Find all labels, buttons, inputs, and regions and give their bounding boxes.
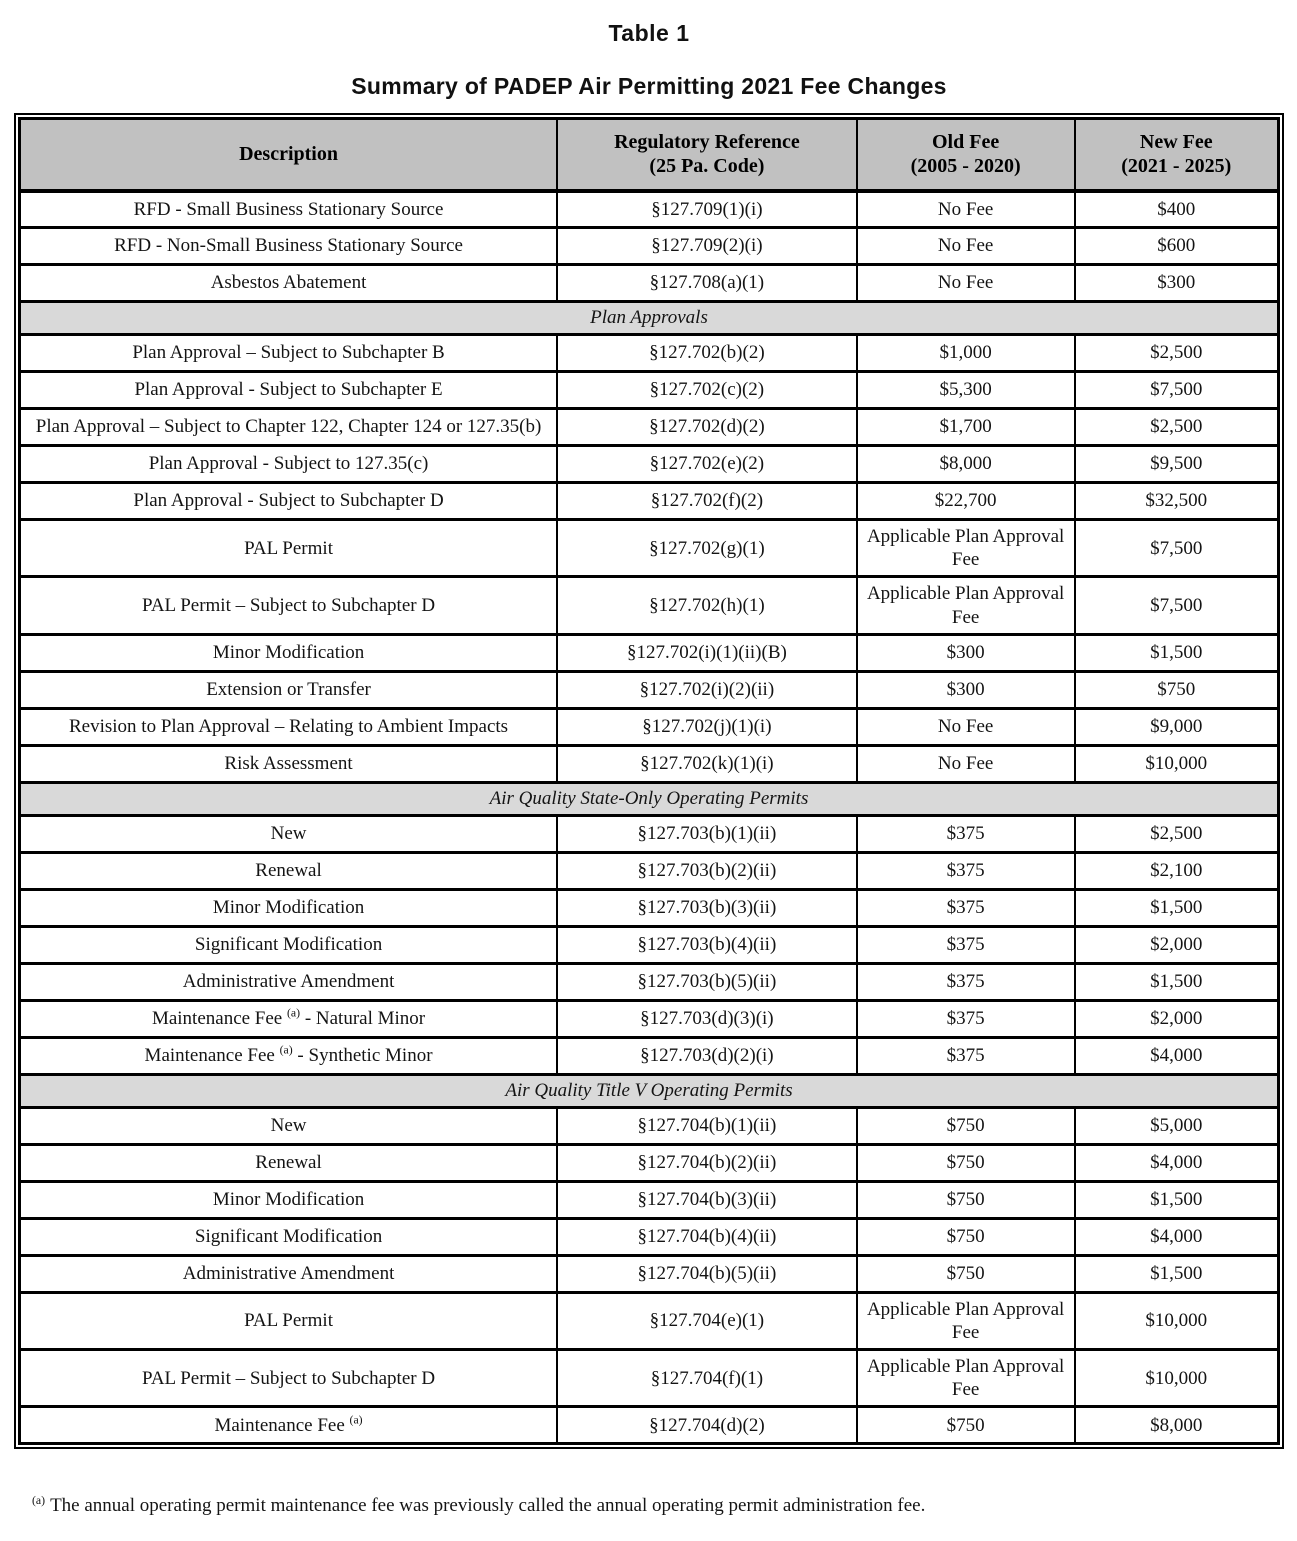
cell-new-fee: $2,500 [1075, 409, 1279, 446]
cell-new-fee: $750 [1075, 671, 1279, 708]
cell-new-fee: $2,000 [1075, 926, 1279, 963]
cell-new-fee: $4,000 [1075, 1218, 1279, 1255]
cell-old-fee: $750 [857, 1144, 1075, 1181]
header-line: New Fee [1139, 130, 1213, 153]
cell-regulatory-reference: §127.709(2)(i) [557, 228, 857, 265]
cell-old-fee: $375 [857, 889, 1075, 926]
cell-regulatory-reference: §127.704(b)(4)(ii) [557, 1218, 857, 1255]
table-row [20, 520, 1279, 577]
footnote [32, 1495, 1280, 1541]
cell-description: Plan Approval – Subject to Subchapter B [20, 335, 558, 372]
cell-old-fee: No Fee [857, 265, 1075, 302]
cell-description: PAL Permit – Subject to Subchapter D [20, 1350, 558, 1407]
table-subtitle: Summary of PADEP Air Permitting 2021 Fee Changes [351, 73, 947, 99]
cell-old-fee: No Fee [857, 708, 1075, 745]
cell-regulatory-reference: §127.709(1)(i) [557, 191, 857, 228]
cell-description: New [20, 1107, 558, 1144]
cell-old-fee: Applicable Plan Approval Fee [857, 1292, 1075, 1349]
cell-new-fee: $32,500 [1075, 483, 1279, 520]
cell-new-fee: $1,500 [1075, 889, 1279, 926]
header-line: (2005 - 2020) [910, 155, 1021, 178]
cell-new-fee: $2,500 [1075, 815, 1279, 852]
cell-regulatory-reference: §127.702(d)(2) [557, 409, 857, 446]
table-row [20, 483, 1279, 520]
cell-old-fee: $375 [857, 815, 1075, 852]
section-row [20, 302, 1279, 335]
cell-description: Plan Approval - Subject to 127.35(c) [20, 446, 558, 483]
cell-old-fee: $375 [857, 963, 1075, 1000]
cell-description: Plan Approval - Subject to Subchapter D [20, 483, 558, 520]
fee-table [18, 117, 1280, 1445]
cell-regulatory-reference: §127.708(a)(1) [557, 265, 857, 302]
column-header-new-fee [1075, 119, 1279, 191]
cell-description: PAL Permit [20, 1292, 558, 1349]
table-row [20, 577, 1279, 634]
section-label: Air Quality State-Only Operating Permits [20, 782, 1279, 815]
column-header-description: Description [20, 119, 558, 191]
section-label: Plan Approvals [20, 302, 1279, 335]
cell-regulatory-reference: §127.702(k)(1)(i) [557, 745, 857, 782]
cell-regulatory-reference: §127.704(d)(2) [557, 1407, 857, 1444]
cell-old-fee: $750 [857, 1107, 1075, 1144]
cell-regulatory-reference: §127.703(b)(3)(ii) [557, 889, 857, 926]
table-row [20, 1292, 1279, 1349]
cell-new-fee: $5,000 [1075, 1107, 1279, 1144]
table-row [20, 889, 1279, 926]
cell-description: Significant Modification [20, 1218, 558, 1255]
column-header-old-fee [857, 119, 1075, 191]
cell-description: PAL Permit [20, 520, 558, 577]
cell-old-fee: $375 [857, 852, 1075, 889]
cell-new-fee: $1,500 [1075, 963, 1279, 1000]
cell-description: PAL Permit – Subject to Subchapter D [20, 577, 558, 634]
table-row [20, 409, 1279, 446]
cell-description: Risk Assessment [20, 745, 558, 782]
cell-description: Asbestos Abatement [20, 265, 558, 302]
cell-old-fee: $375 [857, 1000, 1075, 1037]
cell-old-fee: $750 [857, 1218, 1075, 1255]
cell-new-fee: $10,000 [1075, 1292, 1279, 1349]
cell-regulatory-reference: §127.703(d)(2)(i) [557, 1037, 857, 1074]
cell-regulatory-reference: §127.703(b)(1)(ii) [557, 815, 857, 852]
cell-description: Renewal [20, 1144, 558, 1181]
cell-old-fee: $300 [857, 634, 1075, 671]
cell-regulatory-reference: §127.704(b)(5)(ii) [557, 1255, 857, 1292]
cell-description: Significant Modification [20, 926, 558, 963]
table-row [20, 1350, 1279, 1407]
cell-regulatory-reference: §127.702(i)(2)(ii) [557, 671, 857, 708]
cell-new-fee: $9,500 [1075, 446, 1279, 483]
cell-new-fee: $7,500 [1075, 520, 1279, 577]
table-row [20, 1037, 1279, 1074]
table-number-title: Table 1 [608, 20, 690, 46]
cell-regulatory-reference: §127.702(c)(2) [557, 372, 857, 409]
cell-old-fee: $1,000 [857, 335, 1075, 372]
table-row [20, 1144, 1279, 1181]
cell-description: Minor Modification [20, 889, 558, 926]
cell-old-fee: Applicable Plan Approval Fee [857, 1350, 1075, 1407]
cell-regulatory-reference: §127.704(b)(3)(ii) [557, 1181, 857, 1218]
cell-description: Administrative Amendment [20, 1255, 558, 1292]
cell-description: Minor Modification [20, 634, 558, 671]
cell-description: Minor Modification [20, 1181, 558, 1218]
cell-new-fee: $8,000 [1075, 1407, 1279, 1444]
footnote-ref: (a) [287, 1006, 301, 1020]
cell-old-fee: $375 [857, 1037, 1075, 1074]
table-row [20, 852, 1279, 889]
fee-table-header [20, 119, 1279, 191]
header-row [20, 119, 1279, 191]
cell-new-fee: $7,500 [1075, 577, 1279, 634]
table-row [20, 1181, 1279, 1218]
table-row [20, 745, 1279, 782]
cell-description: Extension or Transfer [20, 671, 558, 708]
footnote-ref: (a) [279, 1043, 293, 1057]
table-row [20, 265, 1279, 302]
table-row [20, 708, 1279, 745]
table-row [20, 963, 1279, 1000]
cell-description: Plan Approval - Subject to Subchapter E [20, 372, 558, 409]
cell-old-fee: Applicable Plan Approval Fee [857, 520, 1075, 577]
footnote-marker: (a) [32, 1494, 46, 1508]
cell-description: Maintenance Fee $^{(a)}$ [20, 1407, 558, 1444]
fee-table-body [20, 191, 1279, 1444]
section-row [20, 1074, 1279, 1107]
cell-old-fee: $8,000 [857, 446, 1075, 483]
cell-old-fee: $750 [857, 1181, 1075, 1218]
table-row [20, 191, 1279, 228]
cell-description: New [20, 815, 558, 852]
cell-new-fee: $2,100 [1075, 852, 1279, 889]
cell-description: RFD - Non-Small Business Stationary Source [20, 228, 558, 265]
cell-regulatory-reference: §127.704(b)(1)(ii) [557, 1107, 857, 1144]
table-row [20, 446, 1279, 483]
table-row [20, 1255, 1279, 1292]
cell-new-fee: $9,000 [1075, 708, 1279, 745]
fee-table-outer-border [14, 113, 1284, 1449]
cell-old-fee: $750 [857, 1255, 1075, 1292]
cell-description: Renewal [20, 852, 558, 889]
header-line: (2021 - 2025) [1121, 155, 1232, 178]
cell-old-fee: $750 [857, 1407, 1075, 1444]
table-row [20, 1218, 1279, 1255]
cell-new-fee: $1,500 [1075, 634, 1279, 671]
table-row [20, 815, 1279, 852]
table-row [20, 926, 1279, 963]
cell-old-fee: $300 [857, 671, 1075, 708]
header-line: Old Fee [932, 130, 1000, 153]
table-row [20, 335, 1279, 372]
table-row [20, 1000, 1279, 1037]
cell-old-fee: $375 [857, 926, 1075, 963]
cell-new-fee: $300 [1075, 265, 1279, 302]
cell-new-fee: $1,500 [1075, 1181, 1279, 1218]
table-row [20, 1107, 1279, 1144]
cell-regulatory-reference: §127.703(d)(3)(i) [557, 1000, 857, 1037]
cell-regulatory-reference: §127.703(b)(5)(ii) [557, 963, 857, 1000]
cell-description: Administrative Amendment [20, 963, 558, 1000]
section-label: Air Quality Title V Operating Permits [20, 1074, 1279, 1107]
cell-new-fee: $10,000 [1075, 745, 1279, 782]
section-row [20, 782, 1279, 815]
cell-old-fee: No Fee [857, 191, 1075, 228]
table-row [20, 228, 1279, 265]
header-line: (25 Pa. Code) [649, 155, 765, 178]
cell-regulatory-reference: §127.704(f)(1) [557, 1350, 857, 1407]
cell-regulatory-reference: §127.703(b)(4)(ii) [557, 926, 857, 963]
cell-old-fee: Applicable Plan Approval Fee [857, 577, 1075, 634]
cell-old-fee: $1,700 [857, 409, 1075, 446]
cell-new-fee: $2,500 [1075, 335, 1279, 372]
cell-regulatory-reference: §127.702(j)(1)(i) [557, 708, 857, 745]
table-row [20, 1407, 1279, 1444]
cell-regulatory-reference: §127.704(b)(2)(ii) [557, 1144, 857, 1181]
table-row [20, 372, 1279, 409]
cell-new-fee: $1,500 [1075, 1255, 1279, 1292]
cell-new-fee: $4,000 [1075, 1144, 1279, 1181]
cell-new-fee: $400 [1075, 191, 1279, 228]
cell-description: Plan Approval – Subject to Chapter 122, Chapter 124 or 127.35(b) [20, 409, 558, 446]
cell-regulatory-reference: §127.703(b)(2)(ii) [557, 852, 857, 889]
cell-old-fee: $22,700 [857, 483, 1075, 520]
cell-description: RFD - Small Business Stationary Source [20, 191, 558, 228]
cell-regulatory-reference: §127.702(h)(1) [557, 577, 857, 634]
table-row [20, 634, 1279, 671]
cell-description: Revision to Plan Approval – Relating to Ambient Impacts [20, 708, 558, 745]
cell-regulatory-reference: §127.702(g)(1) [557, 520, 857, 577]
table-row [20, 671, 1279, 708]
cell-new-fee: $600 [1075, 228, 1279, 265]
cell-old-fee: No Fee [857, 228, 1075, 265]
footnote-ref: (a) [349, 1413, 363, 1427]
header-line: Regulatory Reference [614, 130, 800, 153]
footnote-text: The annual operating permit maintenance fee was previously called the annual operating permit administration fee. [50, 1495, 926, 1517]
cell-regulatory-reference: §127.704(e)(1) [557, 1292, 857, 1349]
cell-new-fee: $7,500 [1075, 372, 1279, 409]
cell-new-fee: $2,000 [1075, 1000, 1279, 1037]
cell-regulatory-reference: §127.702(b)(2) [557, 335, 857, 372]
cell-new-fee: $10,000 [1075, 1350, 1279, 1407]
column-header-regulatory-reference [557, 119, 857, 191]
cell-regulatory-reference: §127.702(i)(1)(ii)(B) [557, 634, 857, 671]
cell-old-fee: No Fee [857, 745, 1075, 782]
cell-regulatory-reference: §127.702(e)(2) [557, 446, 857, 483]
cell-old-fee: $5,300 [857, 372, 1075, 409]
cell-new-fee: $4,000 [1075, 1037, 1279, 1074]
cell-description: Maintenance Fee $^{(a)}$ - Synthetic Minor [20, 1037, 558, 1074]
cell-description: Maintenance Fee $^{(a)}$ - Natural Minor [20, 1000, 558, 1037]
cell-regulatory-reference: §127.702(f)(2) [557, 483, 857, 520]
